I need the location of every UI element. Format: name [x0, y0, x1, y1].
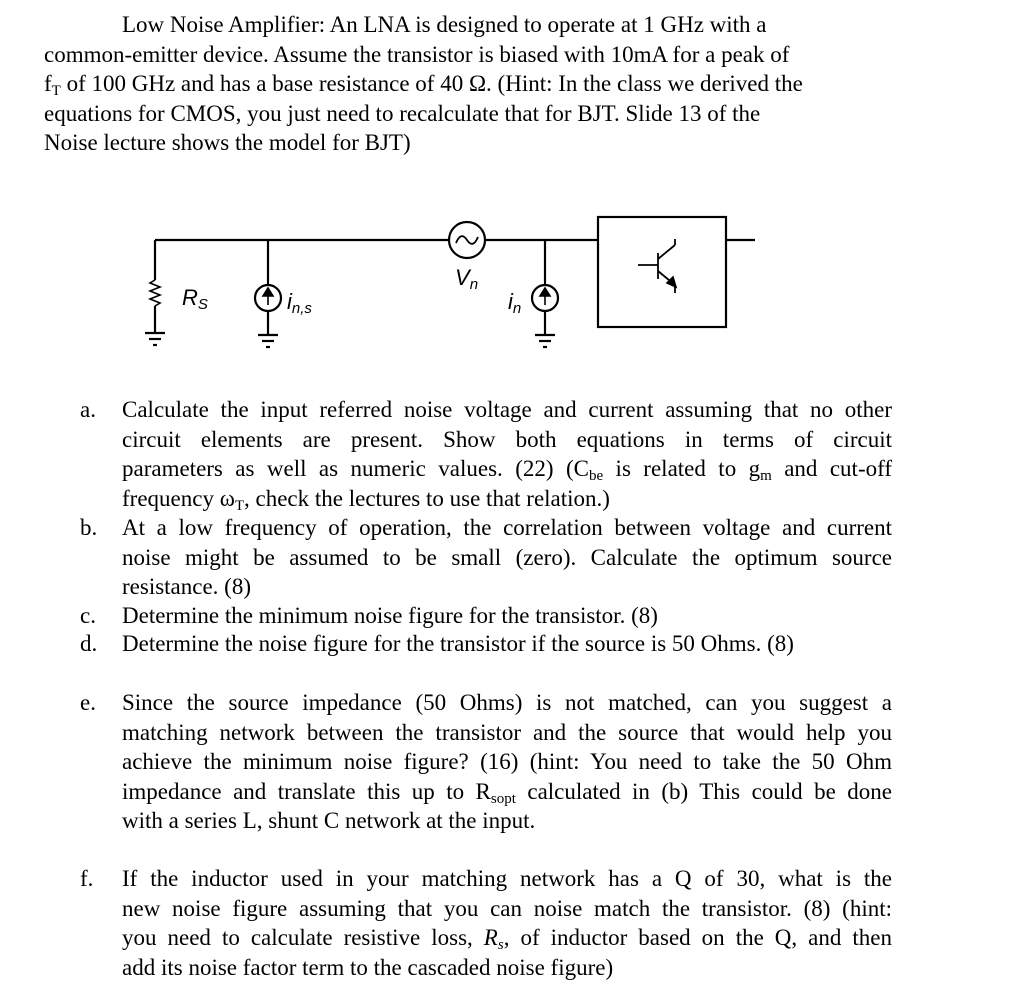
sine-icon [456, 236, 478, 244]
resistor-rs [150, 280, 160, 306]
question-d-line-1: Determine the noise figure for the transistor if the source is 50 Ohms. (8) [122, 631, 794, 656]
label-vn: Vn [455, 265, 479, 293]
question-a-line-2: circuit elements are present. Show both equations in terms of circuit [122, 426, 892, 452]
question-f-line-4: add its noise factor term to the cascaded noise figure) [122, 954, 614, 980]
ground-rs [145, 333, 165, 345]
question-f-line-1: If the inductor used in your matching network has a Q of 30, what is the [122, 866, 892, 891]
question-b-line-3: resistance. (8) [122, 574, 251, 600]
ft-symbol: f [44, 71, 52, 97]
question-letter: c. [80, 603, 96, 628]
arrow-up-icon [263, 288, 273, 296]
question-a-line-1: Calculate the input referred noise voltage and current assuming that no other [122, 397, 892, 422]
question-f-line-3: you need to calculate resistive loss, $R_s$, of inductor based on the Q, and then [122, 925, 892, 954]
question-letter: d. [80, 631, 98, 656]
question-letter: f. [80, 866, 94, 891]
ground-ins [258, 335, 278, 347]
question-letter: e. [80, 690, 96, 715]
ft-subscript: T [51, 83, 61, 100]
question-e-line-1: Since the source impedance (50 Ohms) is not matched, can you suggest a [122, 690, 892, 715]
arrow-up-icon [540, 288, 550, 296]
question-e-line-4: impedance and translate this up to $R_{sopt}$ calculated in (b) This could be done [122, 778, 892, 807]
intro-line-1: Low Noise Amplifier: An LNA is designed to operate at 1 GHz with a [122, 12, 767, 37]
ground-in [535, 335, 555, 347]
label-in: in [508, 289, 522, 317]
intro-line-2: common-emitter device. Assume the transistor is biased with 10mA for a peak of [44, 41, 790, 67]
question-a-line-3: parameters as well as numeric values. (22) ($C_{be}$ is related to $g_m$ and cut-off [122, 456, 893, 485]
label-rs: RS [182, 285, 208, 313]
question-a-line-4: frequency $\omega_T$, check the lectures to use that relation.) [122, 485, 610, 514]
intro-line-5: Noise lecture shows the model for BJT) [44, 130, 411, 156]
problem-intro [44, 10, 894, 158]
question-letter: a. [80, 397, 96, 422]
question-b-line-2: noise might be assumed to be small (zero). Calculate the optimum source [122, 544, 892, 570]
question-f-line-2: new noise figure assuming that you can noise match the transistor. (8) (hint: [122, 895, 892, 921]
question-b-line-1: At a low frequency of operation, the correlation between voltage and current [122, 515, 892, 540]
transistor-box [598, 217, 726, 327]
question-c-line-1: Determine the minimum noise figure for the transistor. (8) [122, 603, 658, 628]
label-ins: in,s [287, 289, 312, 317]
question-letter: b. [80, 515, 98, 540]
noise-model-circuit [130, 205, 770, 370]
question-e-line-2: matching network between the transistor and the source that would help you [122, 719, 892, 745]
question-e-line-5: with a series L, shunt C network at the input. [122, 808, 536, 834]
intro-line-4: equations for CMOS, you just need to recalculate that for BJT. Slide 13 of the [44, 100, 761, 126]
question-e-line-3: achieve the minimum noise figure? (16) (hint: You need to take the 50 Ohm [122, 749, 892, 775]
intro-line-3: of 100 GHz and has a base resistance of 40 Ω. (Hint: In the class we derived the [66, 71, 803, 97]
